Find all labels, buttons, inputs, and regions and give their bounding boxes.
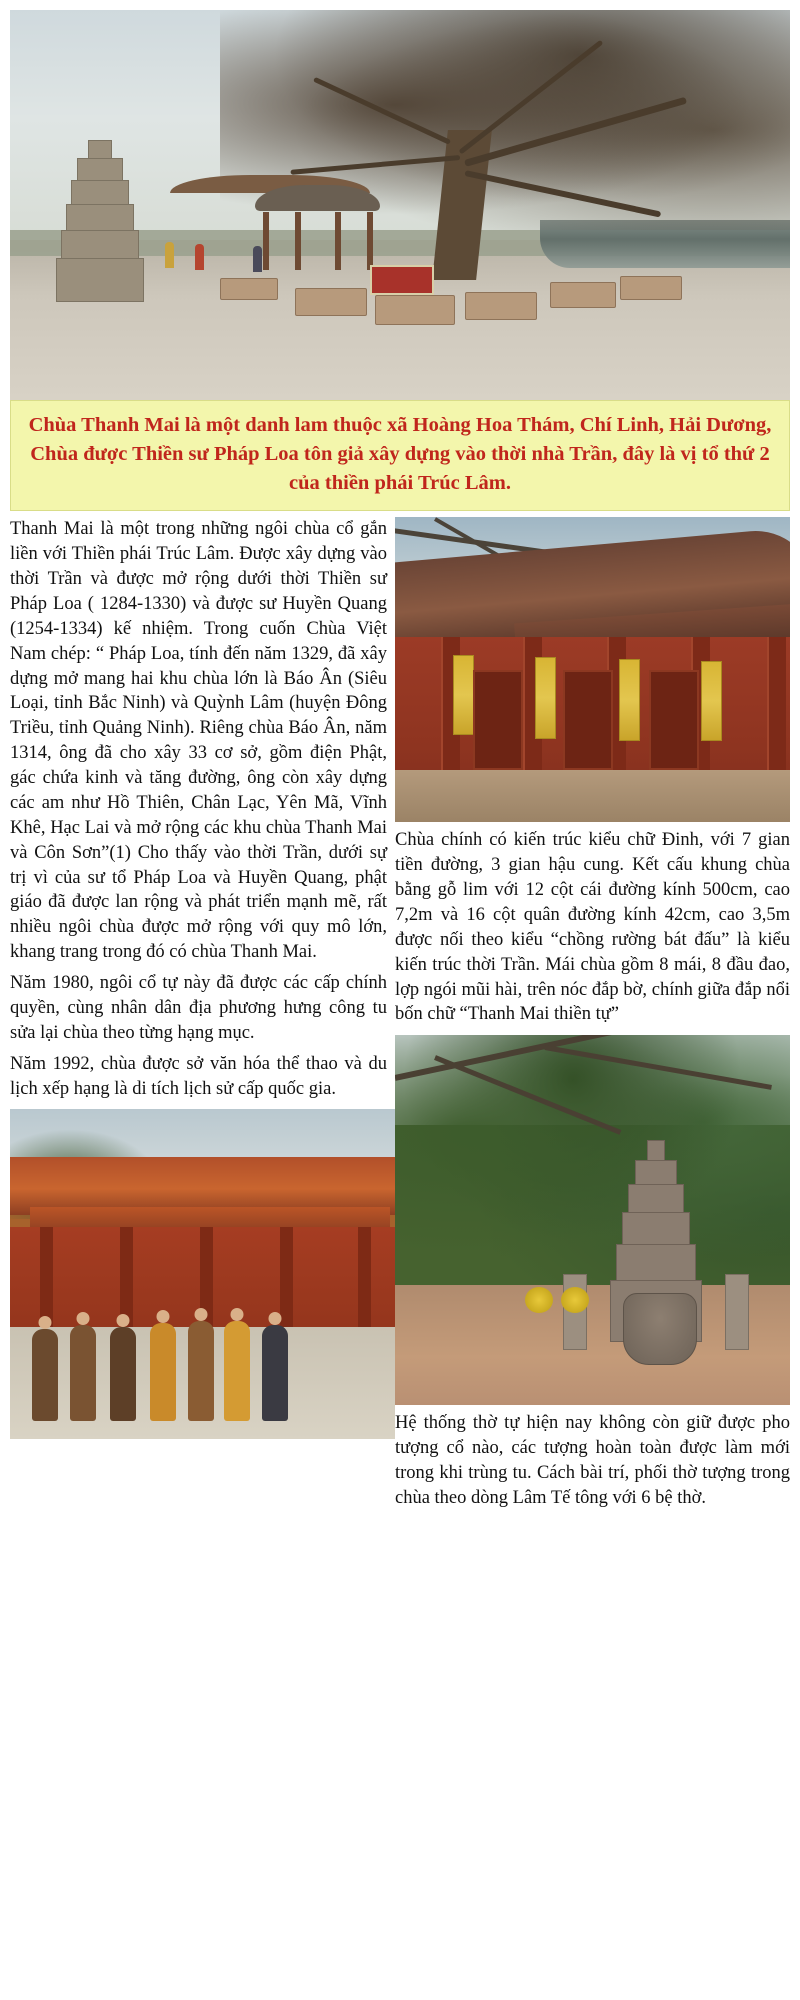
hero-visitor xyxy=(195,244,204,270)
stone-incense-urn xyxy=(623,1293,697,1365)
paragraph-history: Thanh Mai là một trong những ngôi chùa cổ gắn liền với Thiền phái Trúc Lâm. Được xây dựng vào thời Trần và được mở rộng dưới thời Thiền sư Pháp Loa ( 1284-1330) và được sư Huyền Quang (1254-1334) kế nhiệm. Trong cuốn Chùa Việt Nam chép: “ Pháp Loa, tính đến năm 1329, đã xây dựng mở mang hai khu chùa lớn là Báo Ân (Siêu Loại, tỉnh Bắc Ninh) và Quỳnh Lâm (huyện Đông Triều, tỉnh Quảng Ninh). Riêng chùa Báo Ân, năm 1314, ông đã cho xây 33 cơ sở, gồm điện Phật, gác chứa kinh và tăng đường, ông còn xây dựng các am như Hồ Thiên, Chân Lạc, Yên Mã, Vĩnh Khê, Hạc Lai và mở rộng các khu chùa Thanh Mai và Côn Sơn”(1) Cho thấy vào thời Trần, dưới sự trị vì của sư tổ Pháp Loa và Huyền Quang, phật giáo đã được lan rộng và phát triển mạnh mẽ, rất nhiều ngôi chùa được mở rộng với quy mô lớn, khang trang trong đó có chùa Thanh Mai. xyxy=(10,519,387,963)
person-figure xyxy=(150,1323,176,1421)
hero-visitor xyxy=(253,246,262,272)
monks-temple-column xyxy=(280,1227,293,1337)
temple-column xyxy=(767,637,786,770)
hero-bench xyxy=(375,295,455,325)
person-figure xyxy=(262,1325,288,1421)
right-column xyxy=(395,517,790,1511)
person-figure xyxy=(188,1321,214,1421)
hero-bench xyxy=(220,278,278,300)
paragraph-architecture: Chùa chính có kiến trúc kiểu chữ Đinh, với 7 gian tiền đường, 3 gian hậu cung. Kết cấu khung chùa bằng gỗ lim với 12 cột cái đường kính 500cm, cao 7,2m và 16 cột quân đường kính 42cm, cao 3,5m được nối theo kiểu “chồng rường bát đấu” là kiểu kiến trúc thời Trần. Mái chùa gồm 8 mái, 8 đầu đao, lợp ngói mũi hài, trên nóc đắp bờ, chính giữa đắp nổi bốn chữ “Thanh Mai thiền tự” xyxy=(395,830,790,1025)
garden-foliage xyxy=(395,1035,790,1285)
paragraph-worship: Hệ thống thờ tự hiện nay không còn giữ được pho tượng cổ nào, các tượng hoàn toàn được làm mới trong khi trùng tu. Cách bài trí, phối thờ tượng trong chùa theo dòng Lâm Tế tông với 6 bệ thờ. xyxy=(395,1413,790,1508)
hero-bench xyxy=(620,276,682,300)
hero-pavilion xyxy=(255,185,380,270)
temple-facade-photo xyxy=(395,517,790,822)
person-figure xyxy=(224,1321,250,1421)
article-body xyxy=(10,517,790,1511)
temple-couplet-banner xyxy=(619,659,640,741)
hero-stone-pagoda xyxy=(55,140,145,300)
temple-couplet-banner xyxy=(535,657,556,739)
hero-bench xyxy=(550,282,616,308)
hero-information-sign xyxy=(370,265,434,295)
temple-couplet-banner xyxy=(453,655,474,735)
left-column xyxy=(10,517,395,1439)
monks-temple-column xyxy=(358,1227,371,1337)
temple-doorway xyxy=(563,670,613,770)
temple-couplet-banner xyxy=(701,661,722,741)
hero-bench xyxy=(465,292,537,320)
paragraph-1980: Năm 1980, ngôi cổ tự này đã được các cấp chính quyền, cùng nhân dân địa phương hưng công tu sửa lại chùa theo từng hạng mục. xyxy=(10,973,387,1043)
person-figure xyxy=(70,1325,96,1421)
highlight-caption xyxy=(10,400,790,511)
stone-lantern xyxy=(725,1274,749,1350)
garden-stupa-photo xyxy=(395,1035,790,1405)
paragraph-1992: Năm 1992, chùa được sở văn hóa thể thao và du lịch xếp hạng là di tích lịch sử cấp quốc gia. xyxy=(10,1053,387,1099)
hero-photo xyxy=(10,10,790,400)
hero-visitor xyxy=(165,242,174,268)
temple-doorway xyxy=(473,670,523,770)
temple-stone-base xyxy=(395,770,790,822)
hero-bench xyxy=(295,288,367,316)
person-figure xyxy=(110,1327,136,1421)
monks-photo xyxy=(10,1109,395,1439)
temple-doorway xyxy=(649,670,699,770)
person-figure xyxy=(32,1329,58,1421)
caption-text: Chùa Thanh Mai là một danh lam thuộc xã Hoàng Hoa Thám, Chí Linh, Hải Dương, Chùa được Thiền sư Pháp Loa tôn giả xây dựng vào thời nhà Trần, đây là vị tổ thứ 2 của thiền phái Trúc Lâm. xyxy=(28,414,772,495)
